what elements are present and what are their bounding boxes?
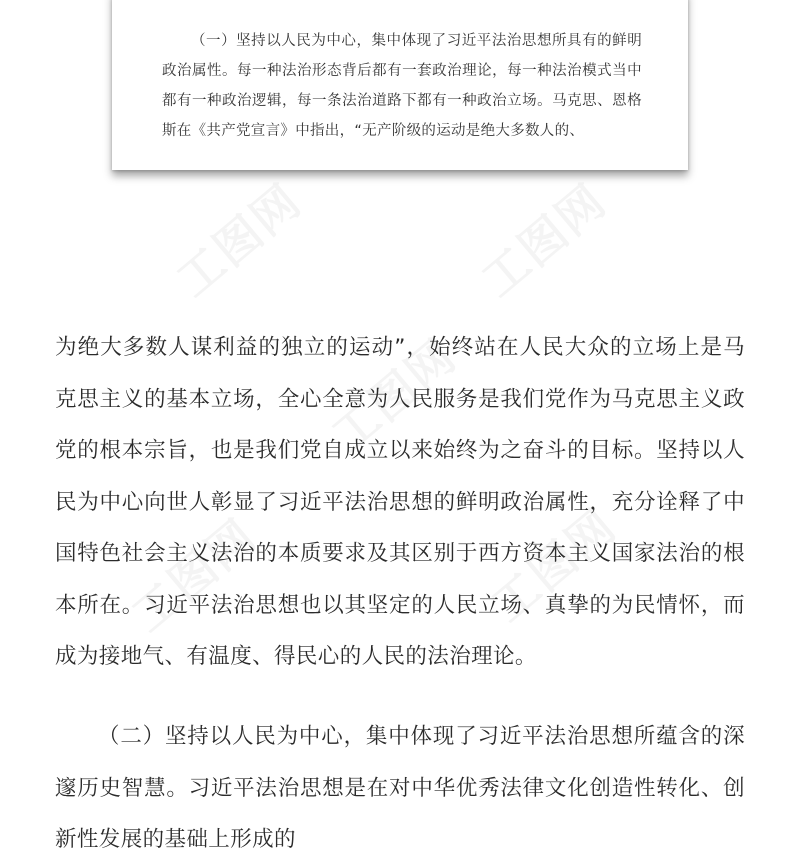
watermark <box>161 166 314 309</box>
body-paragraph-2: （二）坚持以人民为中心，集中体现了习近平法治思想所蕴含的深邃历史智慧。习近平法治思想是在对中华优秀法律文化创造性转化、创新性发展的基础上形成的 <box>55 724 745 852</box>
preview-card <box>112 0 688 170</box>
preview-cut-text <box>162 0 596 6</box>
watermark <box>466 166 619 309</box>
body-paragraph-1: 为绝大多数人谋利益的独立的运动”，始终站在人民大众的立场上是马克思主义的基本立场，全心全意为人民服务是我们党作为马克思主义政党的根本宗旨，也是我们党自成立以来始终为之奋斗的目标。坚持以人民为中心向世人彰显了习近平法治思想的鲜明政治属性，充分诠释了中国特色社会主义法治的本质要求及其区别于西方资本主义国家法治的根本所在。习近平法治思想也以其坚定的人民立场、真挚的为民情怀，而成为接地气、有温度、得民心的人民的法治理论。 <box>55 335 745 669</box>
preview-paragraph: （一）坚持以人民为中心，集中体现了习近平法治思想所具有的鲜明政治属性。每一种法治形态背后都有一套政治理论，每一种法治模式当中都有一种政治逻辑，每一条法治道路下都有一种政治立场。马克思、恩格斯在《共产党宣言》中指出，“无产阶级的运动是绝大多数人的、 <box>162 33 642 139</box>
preview-text <box>162 0 642 146</box>
preview-cut-line <box>162 0 642 20</box>
